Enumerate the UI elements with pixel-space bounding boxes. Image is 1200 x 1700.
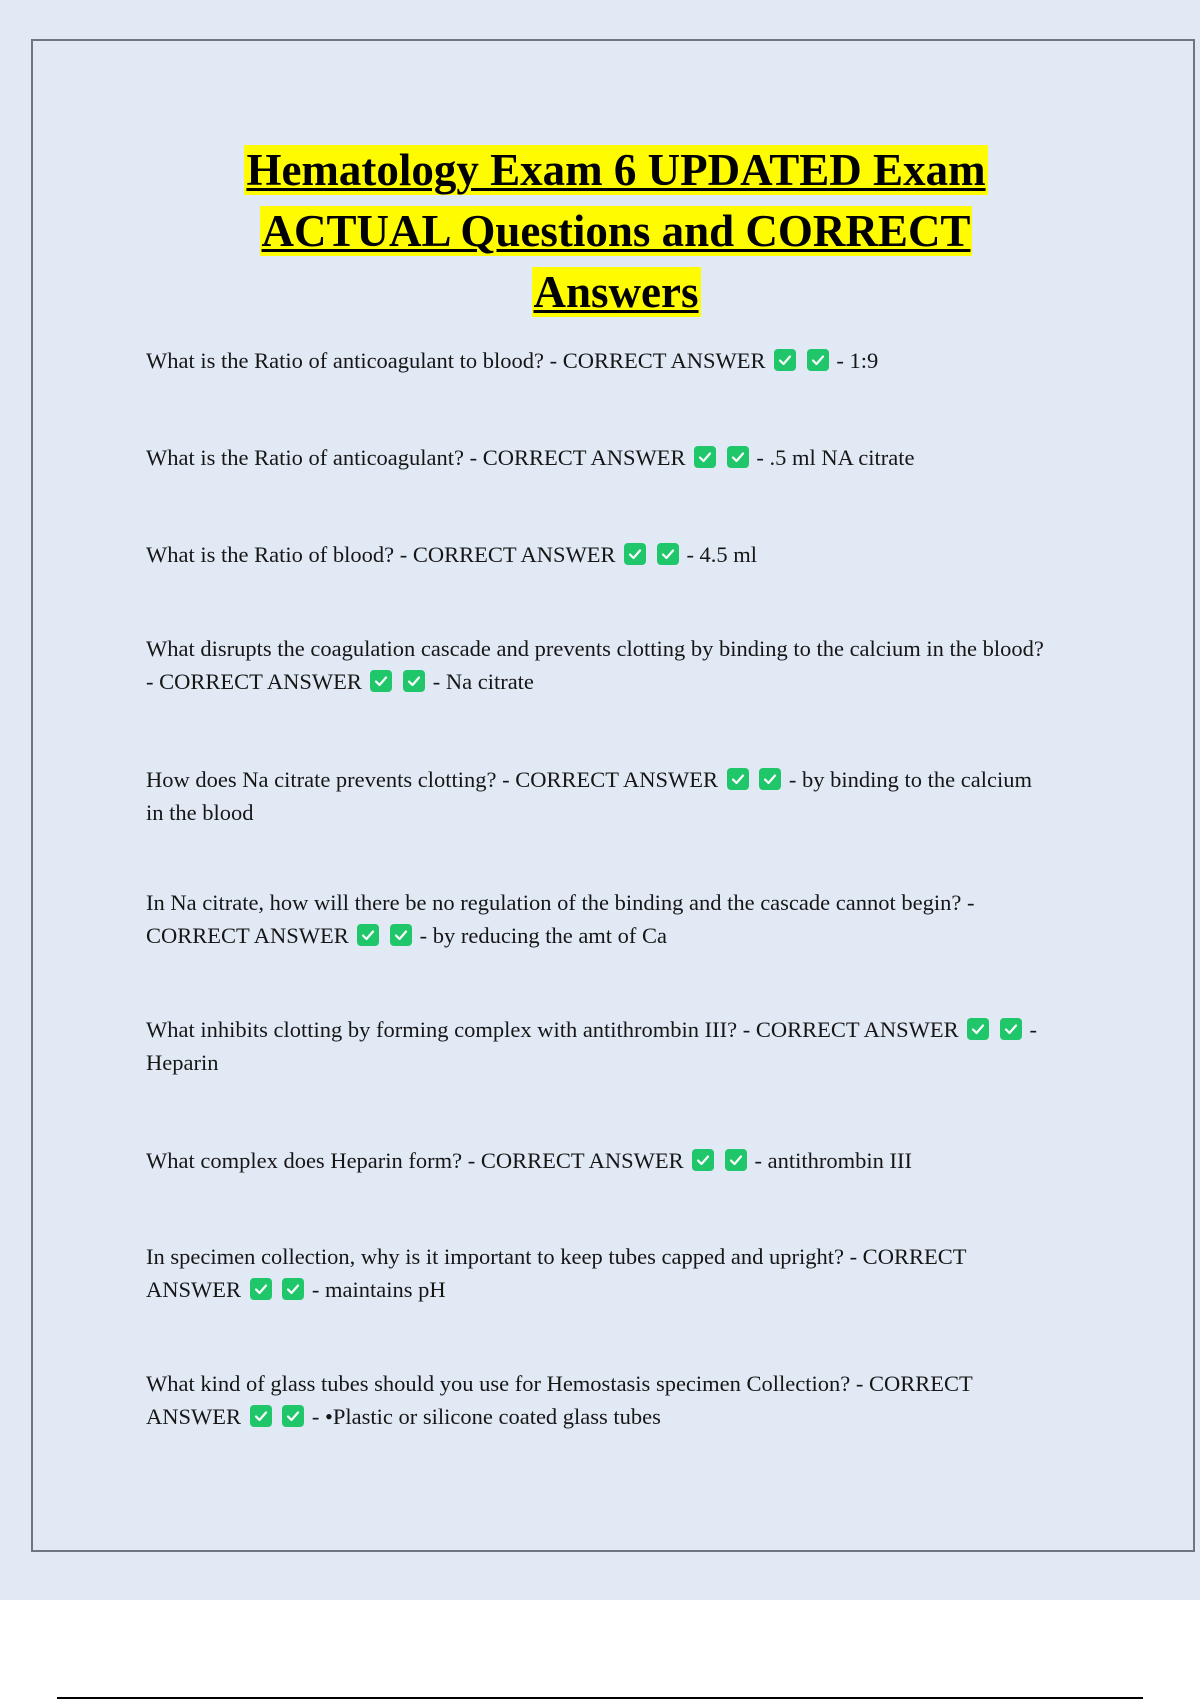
qa-item xyxy=(146,441,1046,474)
qa-item xyxy=(146,763,1046,829)
check-mark-icon xyxy=(727,446,749,468)
question-text: What kind of glass tubes should you use for Hemostasis specimen Collection? - CORRECT ANSWER xyxy=(146,1371,973,1429)
qa-item xyxy=(146,1144,1046,1177)
check-mark-icon xyxy=(250,1278,272,1300)
document-title xyxy=(120,140,1112,323)
qa-item xyxy=(146,632,1046,698)
answer-text: - 1:9 xyxy=(836,348,879,373)
answer-text: - by reducing the amt of Ca xyxy=(419,923,668,948)
question-text: How does Na citrate prevents clotting? - CORRECT ANSWER xyxy=(146,767,718,792)
answer-text: - by binding to the calcium in the blood xyxy=(146,767,1032,825)
title-line-3: Answers xyxy=(533,267,699,317)
question-text: What is the Ratio of blood? - CORRECT ANSWER xyxy=(146,542,616,567)
qa-item xyxy=(146,1367,1046,1433)
qa-item xyxy=(146,344,1046,377)
question-text: What is the Ratio of anticoagulant? - CORRECT ANSWER xyxy=(146,445,686,470)
check-mark-icon xyxy=(357,924,379,946)
check-mark-icon xyxy=(282,1405,304,1427)
check-mark-icon xyxy=(370,670,392,692)
qa-item xyxy=(146,1240,1046,1306)
check-mark-icon xyxy=(694,446,716,468)
question-text: What disrupts the coagulation cascade and prevents clotting by binding to the calcium in the blood? - CORRECT ANSWER xyxy=(146,636,1044,694)
footer-divider xyxy=(57,1697,1143,1699)
qa-item xyxy=(146,1013,1046,1079)
check-mark-icon xyxy=(727,768,749,790)
answer-text: - Na citrate xyxy=(432,669,534,694)
question-text: In specimen collection, why is it important to keep tubes capped and upright? - CORRECT ANSWER xyxy=(146,1244,967,1302)
check-mark-icon xyxy=(1000,1018,1022,1040)
check-mark-icon xyxy=(774,349,796,371)
title-line-2: ACTUAL Questions and CORRECT xyxy=(261,206,971,256)
qa-item xyxy=(146,538,1046,571)
question-text: What is the Ratio of anticoagulant to blood? - CORRECT ANSWER xyxy=(146,348,766,373)
check-mark-icon xyxy=(692,1149,714,1171)
answer-text: - antithrombin III xyxy=(754,1148,912,1173)
question-text: In Na citrate, how will there be no regulation of the binding and the cascade cannot begin? - CORRECT ANSWER xyxy=(146,890,975,948)
check-mark-icon xyxy=(403,670,425,692)
answer-text: - 4.5 ml xyxy=(686,542,758,567)
check-mark-icon xyxy=(807,349,829,371)
check-mark-icon xyxy=(282,1278,304,1300)
qa-item xyxy=(146,886,1046,952)
answer-text: - Heparin xyxy=(146,1017,1038,1075)
check-mark-icon xyxy=(967,1018,989,1040)
question-text: What inhibits clotting by forming complex with antithrombin III? - CORRECT ANSWER xyxy=(146,1017,959,1042)
question-text: What complex does Heparin form? - CORRECT ANSWER xyxy=(146,1148,684,1173)
answer-text: - .5 ml NA citrate xyxy=(756,445,915,470)
check-mark-icon xyxy=(250,1405,272,1427)
title-line-1: Hematology Exam 6 UPDATED Exam xyxy=(246,145,986,195)
check-mark-icon xyxy=(725,1149,747,1171)
answer-text: - •Plastic or silicone coated glass tubes xyxy=(311,1404,661,1429)
answer-text: - maintains pH xyxy=(311,1277,446,1302)
check-mark-icon xyxy=(624,543,646,565)
check-mark-icon xyxy=(390,924,412,946)
check-mark-icon xyxy=(657,543,679,565)
check-mark-icon xyxy=(759,768,781,790)
